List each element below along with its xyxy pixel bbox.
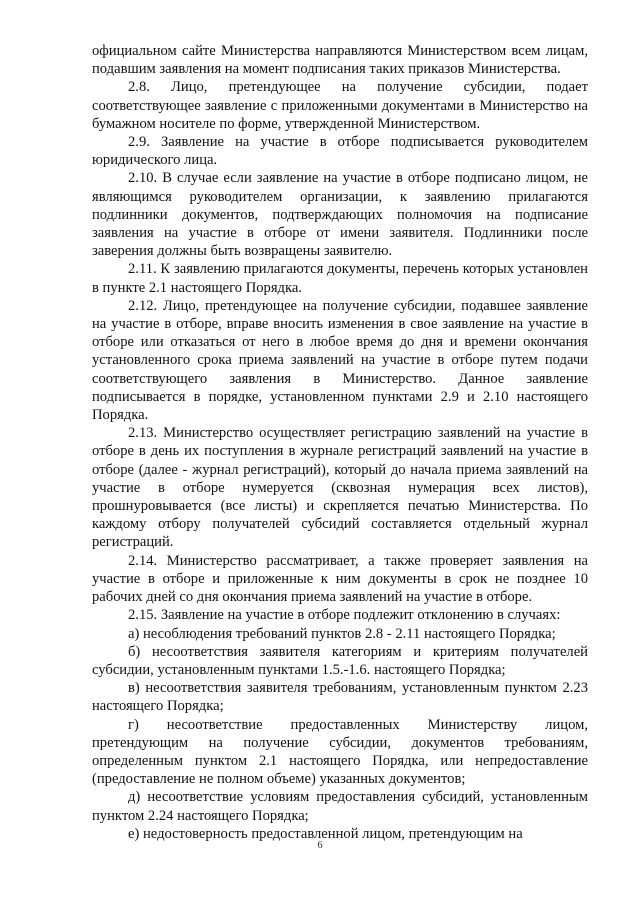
paragraph-2-11: 2.11. К заявлению прилагаются документы, перечень которых установлен в пункте 2.1 настоящего Порядка. [92, 261, 588, 296]
paragraph-continuation: официальном сайте Министерства направляются Министерством всем лицам, подавшим заявления на момент подписания таких приказов Министерства. [92, 43, 588, 78]
list-item-g: г) несоответствие предоставленных Министерству лицом, претендующим на получение субсидии, документов требованиям, определенным пунктом 2.1 настоящего Порядка, или непредоставление (предоставление не полном объеме) указанных документов; [92, 716, 588, 788]
list-item-b: б) несоответствия заявителя категориям и критериям получателей субсидии, установленным пунктами 1.5.-1.6. настоящего Порядка; [92, 643, 588, 678]
paragraph-2-14: 2.14. Министерство рассматривает, а также проверяет заявления на участие в отборе и приложенные к ним документы в срок не позднее 10 рабочих дней со дня окончания приема заявлений на участие в отборе. [92, 552, 588, 606]
list-item-v: в) несоответствия заявителя требованиям, установленным пунктом 2.23 настоящего Порядка; [92, 680, 588, 715]
list-item-a: а) несоблюдения требований пунктов 2.8 - 2.11 настоящего Порядка; [128, 625, 556, 642]
paragraph-2-10: 2.10. В случае если заявление на участие в отборе подписано лицом, не являющимся руководителем организации, к заявлению прилагаются подлинники документов, подтверждающих полномочия на подписание заявления на участие в отборе от имени заявителя. Подлинники после заверения должны быть возвращены заявителю. [92, 170, 588, 260]
list-item-d: д) несоответствие условиям предоставления субсидий, установленным пунктом 2.24 настоящего Порядка; [92, 789, 588, 824]
document-body [92, 42, 588, 843]
paragraph-2-15: 2.15. Заявление на участие в отборе подлежит отклонению в случаях: [128, 607, 561, 624]
paragraph-2-9: 2.9. Заявление на участие в отборе подписывается руководителем юридического лица. [92, 134, 588, 169]
paragraph-2-13: 2.13. Министерство осуществляет регистрацию заявлений на участие в отборе в день их поступления в журнале регистраций заявлений на участие в отборе (далее - журнал регистраций), который до начала приема заявлений на участие в отборе нумеруется (сквозная нумерация всех листов), прошнуровывается (все листы) и скрепляется печатью Министерства. По каждому отбору получателей субсидий составляется отдельный журнал регистраций. [92, 425, 588, 551]
list-item-e: е) недостоверность предоставленной лицом, претендующим на [128, 825, 523, 842]
paragraph-2-12: 2.12. Лицо, претендующее на получение субсидии, подавшее заявление на участие в отборе, вправе вносить изменения в свое заявление на участие в отборе или отказаться от него в любое время до дня и времени окончания установленного срока приема заявлений на участие в отборе путем подачи соответствующего заявления в Министерство. Данное заявление подписывается в порядке, установленном пунктами 2.9 и 2.10 настоящего Порядка. [92, 297, 588, 424]
paragraph-2-8: 2.8. Лицо, претендующее на получение субсидии, подает соответствующее заявление с приложенными документами в Министерство на бумажном носителе по форме, утвержденной Министерством. [92, 79, 588, 132]
page-number: 6 [317, 840, 323, 851]
